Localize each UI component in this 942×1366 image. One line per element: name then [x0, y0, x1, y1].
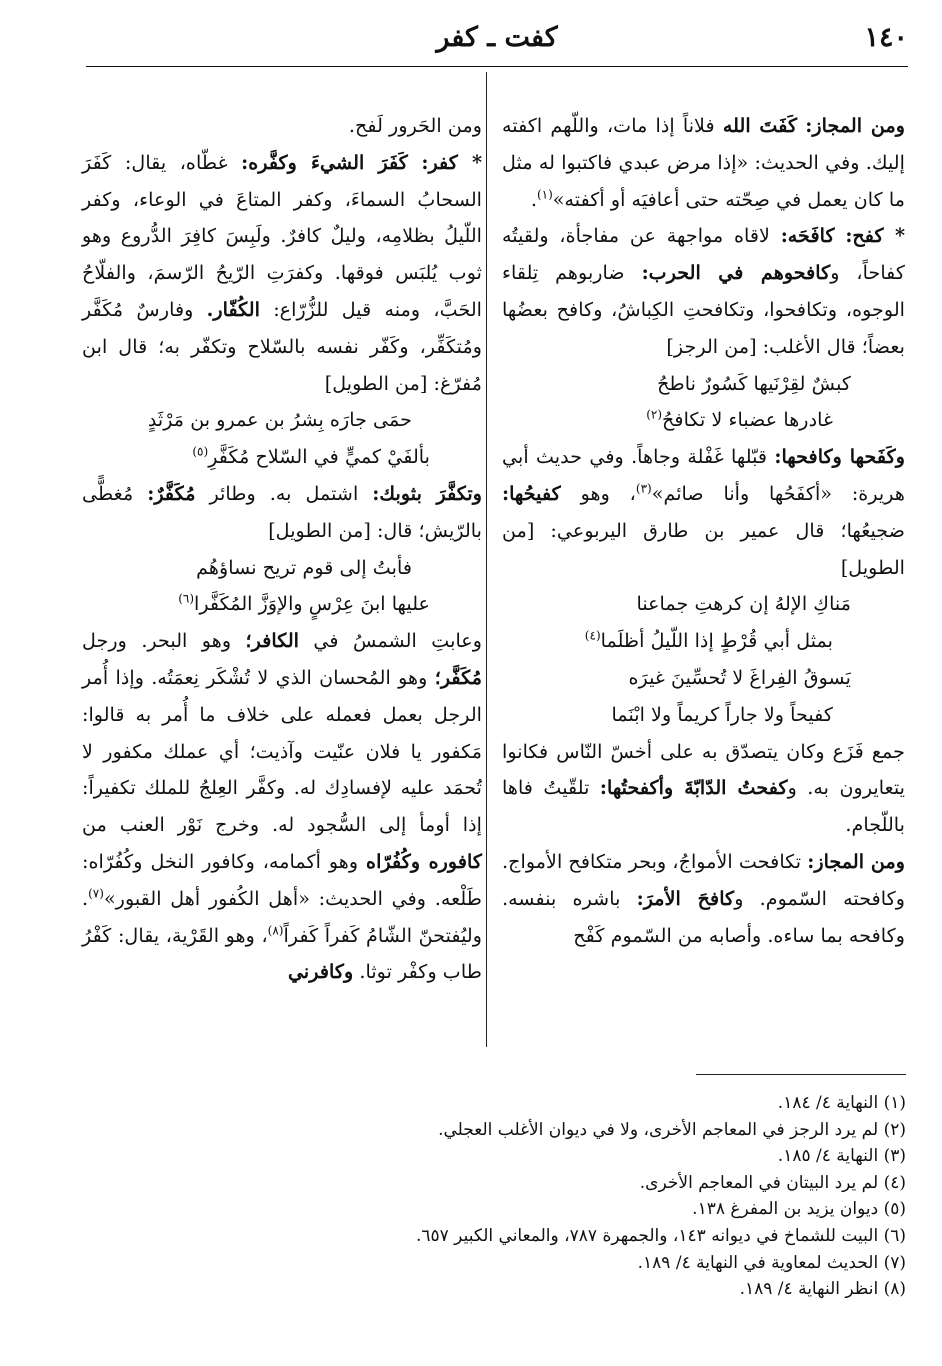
- header-rule: [86, 66, 908, 67]
- entry-term: الكافر؛: [245, 629, 299, 653]
- entry-lead: ومن المجاز:: [805, 114, 905, 137]
- entry-lead: ومن المجاز:: [807, 849, 905, 873]
- right-column: [502, 108, 905, 954]
- footnotes: [66, 1090, 906, 1303]
- verse-line: يَسوقُ الفِراغَ لا تُحسِّينَ غيرَه: [628, 665, 851, 689]
- entry-term: الكُفّار.: [206, 297, 260, 321]
- verse-line: [82, 586, 482, 623]
- entry-text: تكافحت الأمواجُ، وبحر متكافح الأمواج. وكافحته السّموم. و: [502, 849, 905, 910]
- column-divider: [486, 72, 487, 1047]
- verse-text: بمثل أبي قُرْطٍ إذا اللّيلُ أظلَما: [600, 629, 833, 653]
- entry-text: قبّلها غَفْلة وجاهاً. وفي حديث أبي هريرة: «أكفَحُها وأنا صائم»: [502, 445, 905, 505]
- entry-text: وهو أكمامه، وكافور النخل وكُفُرّاه: طَلْعه. وفي الحديث: «أهل الكُفور أهل القبور»: [82, 849, 482, 910]
- entry-term: مُكَفَّر؛: [434, 665, 482, 689]
- entry-text: وهو البحر. ورجل: [82, 629, 246, 653]
- running-head: كفت ـ كفر: [436, 22, 558, 53]
- entry-term: كافوره وكُفُرّاه: [366, 849, 482, 873]
- entry-term: كافحوهم في الحرب:: [641, 261, 831, 285]
- entry-text: ، وهو: [560, 481, 636, 505]
- entry-headword: * كفر:: [421, 150, 482, 174]
- footnote: (٥) ديوان يزيد بن المفرغ ١٣٨.: [692, 1199, 906, 1220]
- footnote: (٦) البيت للشماخ في ديوانه ١٤٣، والجمهرة ٧٨٧، والمعاني الكبير ٦٥٧.: [415, 1225, 906, 1246]
- entry-paragraph: [502, 218, 905, 365]
- entry-text: وهو المُحسان الذي لا تُشْكَر نِعمَتُه. وإذا أُمر الرجل بعمل فعمله على خلاف ما أُمر به قالوا: مَكفور يا فلان عنّيت وآذيت؛ أي عملك مكفور لا تُحمَد عليه لإفسادِك له. وكفَّر العِلجُ للملك تكفيراً: إذا أومأ إلى السُّجود له. وخرج نَوْر العنب من: [82, 665, 482, 837]
- verse-line: [82, 439, 482, 476]
- entry-paragraph: [82, 623, 482, 991]
- verse-line: كبشٌ لقِرْنَيها كَسُورٌ ناطحُ: [657, 371, 851, 395]
- entry-term: وتكفَّرَ بثوبك:: [372, 481, 482, 505]
- entry-text: وعابتِ الشمسُ في: [299, 629, 482, 653]
- verse-line: [502, 402, 905, 439]
- footnote-ref: (١): [536, 187, 553, 202]
- footnote: (٣) النهاية ٤/ ١٨٥.: [777, 1146, 906, 1167]
- entry-text: ضاربوهم تِلقاء الوجوه، وتكافحوا، وتكافحتِ الكِباشُ، وكافح بعضُها بعضاً؛ قال الأغلب: [من الرجز]: [502, 261, 905, 358]
- verse: [82, 402, 482, 476]
- entry-term: كفيحُها:: [502, 481, 561, 505]
- verse-text: بألفَيْ كميٍّ في السّلاح مُكَفَّرِ: [208, 445, 430, 469]
- verse-line: فأبتُ إلى قوم تريح نساؤهُم: [196, 555, 412, 579]
- page-number: ١٤٠: [864, 22, 908, 53]
- entry-text: مُغطًّى بالرّيش؛ قال: [من الطويل]: [82, 481, 482, 542]
- verse-text: عليها ابنَ عِرْسٍ والإوَزَّ المُكَفَّرا: [194, 592, 430, 616]
- entry-paragraph: [82, 476, 482, 550]
- entry-paragraph: [502, 844, 905, 954]
- entry-text: . وليُفتحنّ الشّامُ كَفراً كَفراً: [82, 886, 482, 947]
- left-column: [82, 108, 482, 991]
- entry-text: تلقّيتُ فاها باللّجام.: [502, 776, 905, 837]
- footnote-ref: (٤): [584, 628, 601, 643]
- entry-paragraph: [82, 145, 482, 403]
- verse: [502, 586, 905, 733]
- entry-term: كافَحَه:: [780, 224, 835, 248]
- entry-term: كَفَتَ الله: [722, 114, 798, 137]
- entry-text: لاقاه مواجهة عن مفاجأة، ولقيتُه كفاحاً، و: [502, 224, 906, 285]
- entry-text: غطّاه، يقال: كَفَرَ السحابُ السماءَ، وكفر المتاعَ في الوعاء، وكفر اللّيلُ بظلامِه، وليلٌ كافرٌ. ولَبِسَ كافِرَ الدُّروع وهو ثوب يُلبَس فوقها. وكفرَتِ الرّيحُ الرّسمَ، والفلّاحُ الحَبَّ، ومنه قيل للزُّرّاع:: [82, 150, 483, 321]
- entry-text: وفارسٌ مُكَفَّر ومُتكَفِّر، وكَفّر نفسه بالسّلاح وتكفّر به؛ قال ابن مُفرّغ: [من الطويل]: [82, 297, 482, 395]
- verse: [502, 366, 905, 440]
- entry-text: اشتمل به. وطائر: [195, 481, 373, 505]
- entry-paragraph: ومن المجاز: كَفَتَ الله فلاناً إذا مات، واللّهم اكفته إليك. وفي الحديث: «إذا مرض عبدي فاكتبوا له مثل ما كان يعمل في صِحّته حتى أعافيَه أو أكفته»$^{(١)}$.: [502, 114, 905, 211]
- entry-term: مُكَفَّرٌ:: [147, 481, 196, 505]
- entry-text: ، وهو القَرْية، يقال: كَفْرُ طاب وكفْر توثا.: [82, 923, 482, 984]
- entry-headword: * كفح:: [845, 224, 905, 248]
- verse-text: غادرها عضباء لا تكافحُ: [662, 408, 833, 432]
- verse-line: حمَى جارَه بِشرُ بن عمرو بن مَرْثَدٍ: [147, 408, 412, 432]
- footnote-ref: (٨): [267, 923, 284, 938]
- entry-term: وكَفَحها وكافحها:: [774, 445, 905, 469]
- verse-line: كفيحاً ولا جاراً كريماً ولا ابْنَما: [611, 702, 833, 726]
- entry-term: وكافرني: [287, 960, 354, 984]
- entry-term: كَفَرَ الشيءَ وكفَّره:: [241, 150, 408, 174]
- footnote: (٤) لم يرد البيتان في المعاجم الأخرى.: [639, 1172, 906, 1193]
- entry-term: كفحتُ الدّابّةَ وأكفحتُها:: [599, 776, 788, 800]
- entry-text: باشره بنفسه. وكافحه بما ساءه. وأصابه من السّموم كَفْح: [502, 886, 905, 947]
- entry-text: ضجيعُها؛ قال عمير بن طارق اليربوعي: [من الطويل]: [502, 518, 905, 579]
- footnote: (٧) الحديث لمعاوية في النهاية ٤/ ١٨٩.: [637, 1252, 906, 1273]
- footnote: (٨) انظر النهاية ٤/ ١٨٩.: [739, 1279, 906, 1300]
- entry-paragraph: [502, 439, 905, 586]
- footnote-ref: (٧): [88, 886, 104, 901]
- verse: [82, 550, 482, 624]
- footnote-ref: (٢): [646, 407, 663, 422]
- page-header: [86, 22, 908, 62]
- footnote: (١) النهاية ٤/ ١٨٤.: [777, 1093, 906, 1113]
- verse-line: [502, 623, 905, 660]
- footnote-ref: (٥): [192, 444, 209, 459]
- entry-paragraph: [502, 734, 905, 844]
- footnote-ref: (٣): [635, 481, 652, 496]
- verse-line: مَناكِ الإلهُ إن كرهتِ جماعنا: [636, 592, 851, 616]
- footnote: (٢) لم يرد الرجز في المعاجم الأخرى، ولا في ديوان الأغلب العجلي.: [438, 1119, 906, 1140]
- entry-term: كافحَ الأمرَ:: [636, 886, 735, 910]
- entry-text: جمع فَزَع وكان يتصدّق به على أخسّ النّاس فكانوا يتعايرون به. و: [502, 739, 905, 800]
- footnote-rule: [696, 1074, 906, 1075]
- footnote-ref: (٦): [178, 591, 195, 606]
- entry-text: فلاناً إذا مات، واللّهم اكفته إليك. وفي الحديث: «إذا مرض عبدي فاكتبوا له مثل ما كان يعمل في صِحّته حتى أعافيَه أو أكفته»: [502, 114, 905, 211]
- entry-paragraph: ومن الحَرور لَفح.: [348, 114, 482, 137]
